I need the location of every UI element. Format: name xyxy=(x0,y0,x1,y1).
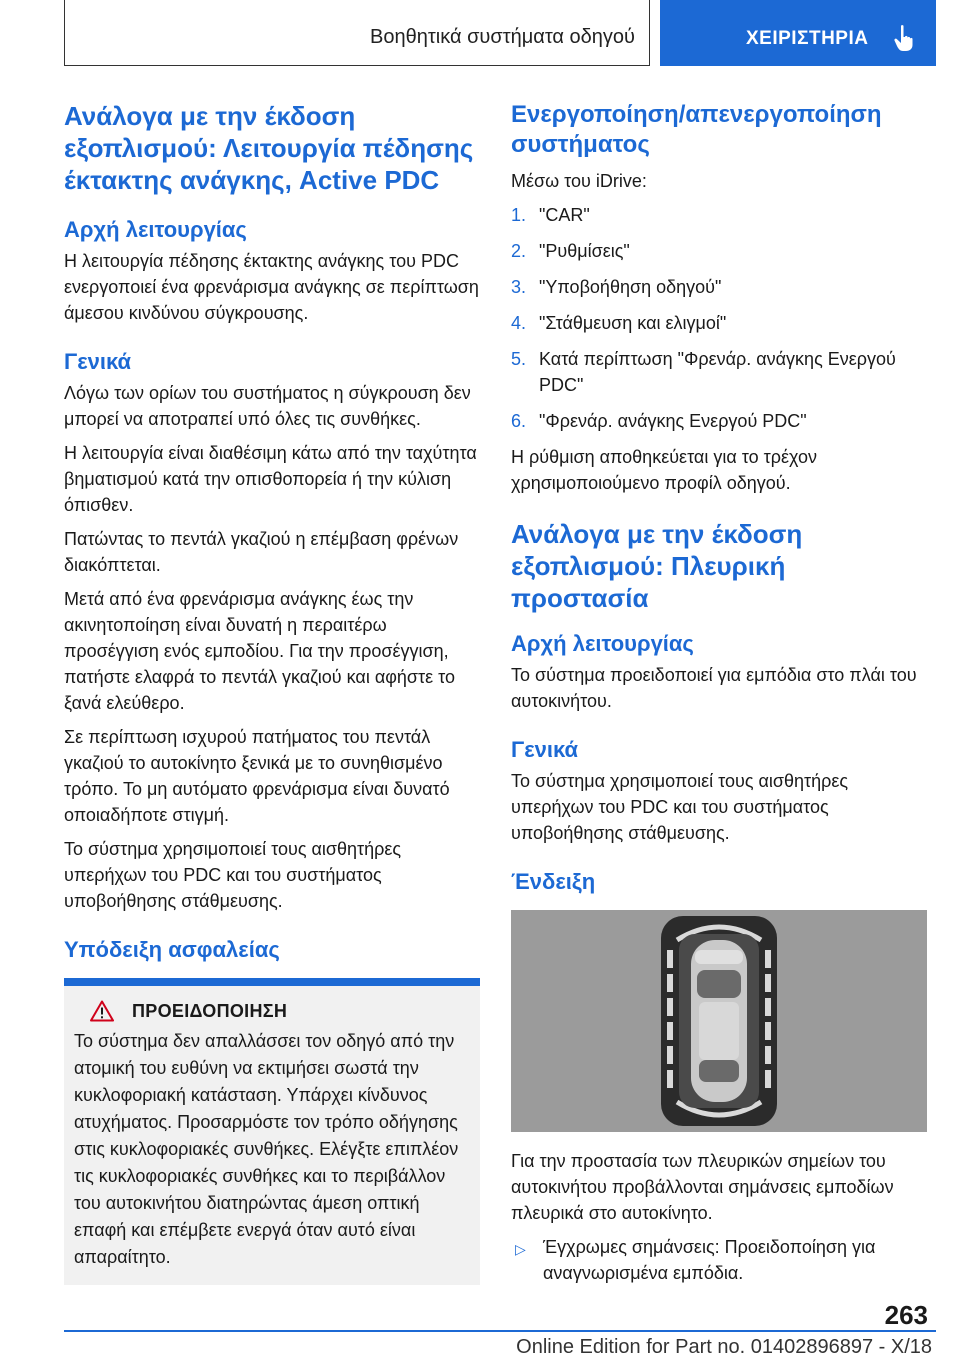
warning-bar xyxy=(64,978,480,986)
warning-title: ΠΡΟΕΙΔΟΠΟΙΗΣΗ xyxy=(132,1000,288,1021)
principle-heading: Αρχή λειτουργίας xyxy=(64,217,247,242)
steps-list xyxy=(511,202,927,434)
footer-rule xyxy=(64,1330,936,1332)
side-general-text: Το σύστημα χρησιμοποιεί τους αισθητήρες υπερήχων του PDC και του συστήματος υποβοήθησης στάθμευσης. xyxy=(511,771,849,843)
step-text: Κατά περίπτωση "Φρενάρ. ανάγκης Ενεργού PDC" xyxy=(539,349,896,395)
step-text: "Φρενάρ. ανάγκης Ενεργού PDC" xyxy=(539,411,807,431)
right-column xyxy=(511,100,927,1286)
general-heading: Γενικά xyxy=(64,349,132,374)
triangle-bullet-icon: ▷ xyxy=(515,1241,526,1257)
activation-heading: Ενεργοποίηση/απενεργοποίηση συστήματος xyxy=(511,101,882,158)
step-number: 6. xyxy=(511,411,527,431)
side-protection-figure xyxy=(511,910,927,1132)
general-paragraph: Σε περίπτωση ισχυρού πατήματος του πεντάλ γκαζιού το αυτοκίνητο ξενικά με το συνηθισμένο τρόπο. Το μη αυτόματο φρενάρισμα είναι δυνατό οποιαδήποτε στιγμή. xyxy=(64,727,450,825)
list-item xyxy=(511,346,927,398)
safety-heading: Υπόδειξη ασφαλείας xyxy=(64,937,280,962)
warning-title-row xyxy=(90,1000,470,1022)
warning-box xyxy=(64,986,480,1285)
bullet-text: Έγχρωμες σημάνσεις: Προειδοποίηση για αναγνωρισμένα εμπόδια. xyxy=(543,1237,876,1283)
display-heading: Ένδειξη xyxy=(511,869,596,894)
general-paragraph: Το σύστημα χρησιμοποιεί τους αισθητήρες υπερήχων του PDC και του συστήματος υποβοήθησης στάθμευσης. xyxy=(64,839,402,911)
list-item xyxy=(511,310,927,336)
via-idrive-text: Μέσω του iDrive: xyxy=(511,171,647,191)
page-header xyxy=(64,0,936,66)
page-number: 263 xyxy=(884,1300,928,1330)
section-tab xyxy=(64,0,650,66)
general-paragraph: Λόγω των ορίων του συστήματος η σύγκρουση δεν μπορεί να αποτραπεί υπό όλες τις συνθήκες. xyxy=(64,383,471,429)
step-number: 3. xyxy=(511,277,527,297)
general-paragraph: Η λειτουργία είναι διαθέσιμη κάτω από την ταχύτητα βηματισμού κατά την οπισθοπορεία ή την κύλιση όπισθεν. xyxy=(64,443,477,515)
list-item xyxy=(511,202,927,228)
left-column xyxy=(64,100,480,1285)
warning-text: Το σύστημα δεν απαλλάσσει τον οδηγό από την ατομική του ευθύνη να εκτιμήσει σωστά την κυκλοφοριακή κατάσταση. Υπάρχει κίνδυνος ατυχήματος. Προσαρμόστε τον τρόπο οδήγησης στις κυκλοφοριακές συνθήκες. Ελέγξτε επιπλέον τις κυκλοφοριακές συνθήκες και το περιβάλλον του αυτοκινήτου διατηρώντας άμεση οπτική επαφή και επέμβετε ενεργά όταν αυτό είναι απαραίτητο. xyxy=(74,1031,459,1267)
warning-triangle-icon xyxy=(90,1000,114,1022)
list-item xyxy=(515,1234,927,1286)
chapter-title: ΧΕΙΡΙΣΤΗΡΙΑ xyxy=(746,28,869,49)
step-number: 2. xyxy=(511,241,527,261)
side-principle-text: Το σύστημα προειδοποιεί για εμπόδια στο πλάι του αυτοκινήτου. xyxy=(511,665,917,711)
display-text: Για την προστασία των πλευρικών σημείων του αυτοκινήτου προβάλλονται σημάνσεις εμποδίων πλευρικά στο αυτοκίνητο. xyxy=(511,1151,894,1223)
list-item xyxy=(511,408,927,434)
side-protection-title: Ανάλογα με την έκδοση εξοπλισμού: Πλευρική προστασία xyxy=(511,519,803,613)
step-text: "CAR" xyxy=(539,205,590,225)
setting-saved-text: Η ρύθμιση αποθηκεύεται για το τρέχον χρησιμοποιούμενο προφίλ οδηγού. xyxy=(511,447,817,493)
principle-text: Η λειτουργία πέδησης έκτακτης ανάγκης του PDC ενεργοποιεί ένα φρενάρισμα ανάγκης σε περίπτωση άμεσου κινδύνου σύγκρουσης. xyxy=(64,251,479,323)
edition-text: Online Edition for Part no. 01402896897 - X/18 xyxy=(516,1336,932,1358)
section-title: Βοηθητικά συστήματα οδηγού xyxy=(370,26,635,48)
step-text: "Υποβοήθηση οδηγού" xyxy=(539,277,722,297)
brake-title: Ανάλογα με την έκδοση εξοπλισμού: Λειτουργία πέδησης έκτακτης ανάγκης, Active PDC xyxy=(64,101,474,195)
step-text: "Στάθμευση και ελιγμοί" xyxy=(539,313,727,333)
step-text: "Ρυθμίσεις" xyxy=(539,241,630,261)
step-number: 4. xyxy=(511,313,527,333)
list-item xyxy=(511,274,927,300)
general-paragraph: Μετά από ένα φρενάρισμα ανάγκης έως την ακινητοποίηση είναι δυνατή η περαιτέρω προσέγγιση ενός εμποδίου. Για την προσέγγιση, πατήστε ελαφρά το πεντάλ γκαζιού και αφήστε το ξανά ελεύθερο. xyxy=(64,589,456,713)
step-number: 5. xyxy=(511,349,527,369)
car-top-view-illustration xyxy=(511,910,927,1132)
list-item xyxy=(511,238,927,264)
chapter-tab xyxy=(660,0,936,66)
general-paragraph: Πατώντας το πεντάλ γκαζιού η επέμβαση φρένων διακόπτεται. xyxy=(64,529,459,575)
side-principle-heading: Αρχή λειτουργίας xyxy=(511,631,694,656)
side-general-heading: Γενικά xyxy=(511,737,579,762)
step-number: 1. xyxy=(511,205,527,225)
hand-pointer-icon xyxy=(892,24,918,52)
